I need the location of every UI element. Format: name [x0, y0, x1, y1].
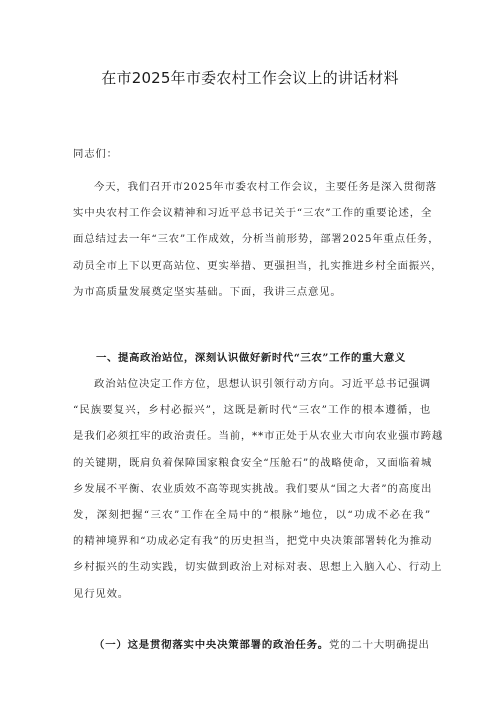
- section1-line: 发，深刻把握“三农”工作在全局中的“根脉”地位，以“功成不必在我”: [73, 508, 431, 521]
- subsection1-paragraph: [73, 632, 431, 658]
- section1-line: 的关键期，既肩负着保障国家粮食安全“压舱石”的战略使命，又面临着城: [73, 456, 433, 469]
- intro-line: 为市高质量发展奠定坚实基础。下面，我讲三点意见。: [73, 285, 342, 298]
- section1-line: 是我们必须扛牢的政治责任。当前，**市正处于从农业大市向农业强市跨越: [73, 430, 444, 443]
- intro-line: 今天，我们召开市2025年市委农村工作会议，主要任务是深入贯彻落: [94, 181, 437, 193]
- section1-line: 的精神境界和“功成必定有我”的历史担当，把党中央决策部署转化为推动: [73, 535, 433, 548]
- subsection1-text: 党的二十大明确提出: [329, 639, 430, 651]
- subsection1-line: [73, 632, 431, 658]
- intro-line: 面总结过去一年“三农”工作成效，分析当前形势，部署2025年重点任务，: [73, 233, 440, 246]
- salutation: 同志们：: [73, 148, 118, 160]
- intro-line: 动员全市上下以更高站位、更实举措、更强担当，扎实推进乡村全面振兴，: [73, 259, 443, 272]
- subsection1-heading: （一）这是贯彻落实中央决策部署的政治任务。: [94, 639, 330, 651]
- section1-line: 乡村振兴的生动实践，切实做到政治上对标对表、思想上入脑入心、行动上: [73, 561, 443, 574]
- section1-line: “民族要复兴，乡村必振兴”，这既是新时代“三农”工作的根本遵循，也: [73, 404, 431, 417]
- intro-line: 实中央农村工作会议精神和习近平总书记关于“三农”工作的重要论述，全: [73, 207, 433, 220]
- section1-line: 见行见效。: [73, 587, 129, 600]
- section-heading-1: 一、提高政治站位，深刻认识做好新时代“三农”工作的重大意义: [96, 352, 406, 364]
- intro-paragraph: [73, 174, 443, 305]
- section1-paragraph: [73, 371, 444, 607]
- section1-line: 乡发展不平衡、农业质效不高等现实挑战。我们要从“国之大者”的高度出: [73, 482, 433, 495]
- section1-line: 政治站位决定工作方位，思想认识引领行动方向。习近平总书记强调: [94, 378, 431, 390]
- page-title: 在市2025年市委农村工作会议上的讲话材料: [101, 69, 399, 87]
